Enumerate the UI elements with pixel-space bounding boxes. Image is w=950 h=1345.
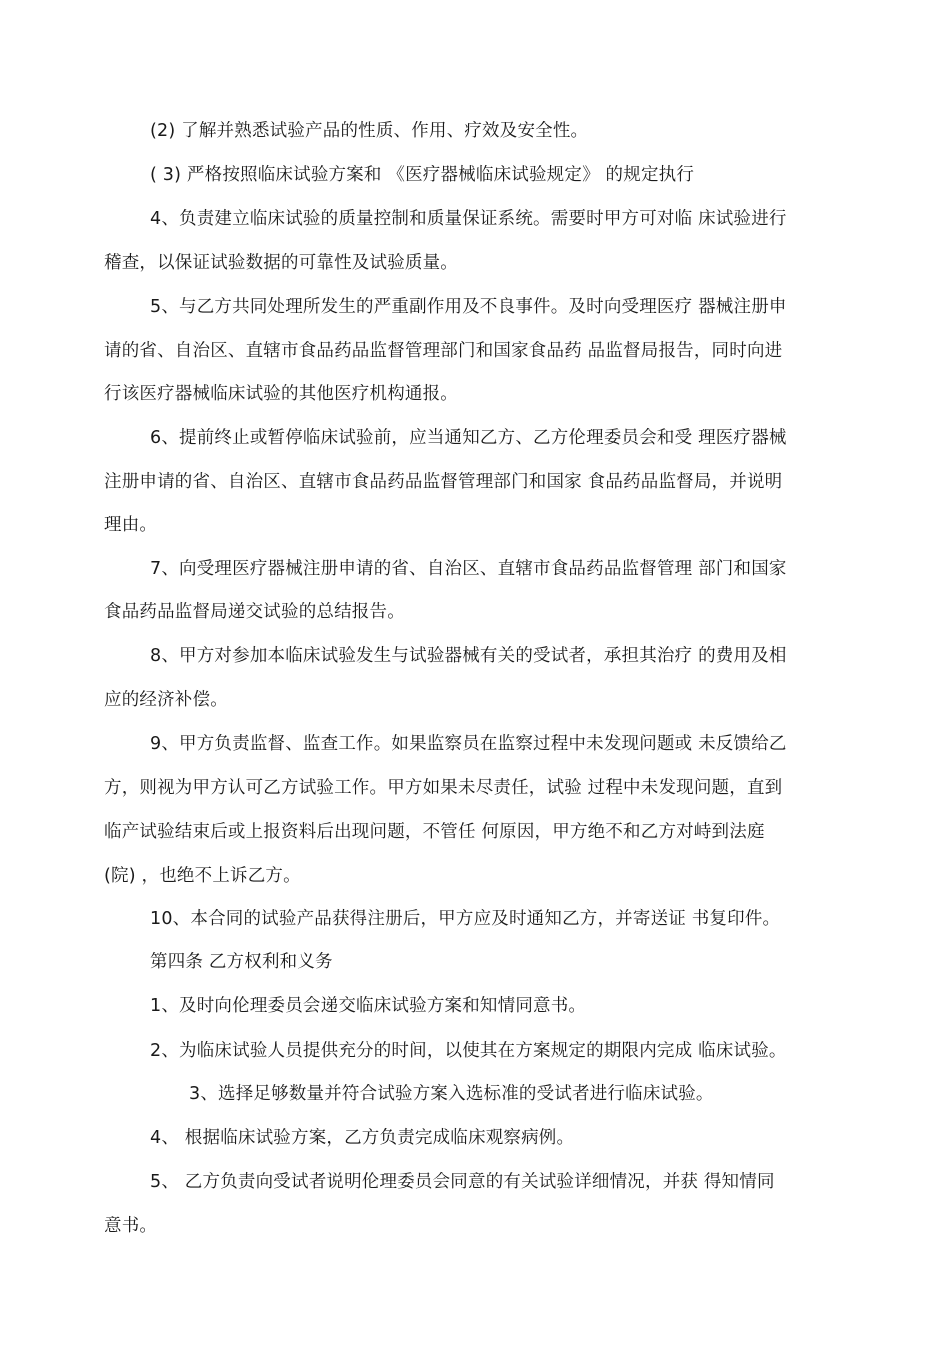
party-b-item-3: 3、选择足够数量并符合试验方案入选标准的受试者进行临床试验。	[189, 1084, 714, 1104]
party-b-item-5-line-1: 5、 乙方负责向受试者说明伦理委员会同意的有关试验详细情况，并获 得知情同	[150, 1172, 775, 1192]
item-9-line-2: 方，则视为甲方认可乙方试验工作。甲方如果未尽责任，试验 过程中未发现问题，直到	[104, 778, 783, 798]
item-10: 10、本合同的试验产品获得注册后，甲方应及时通知乙方，并寄送证 书复印件。	[150, 909, 781, 929]
item-4-line-1: 4、负责建立临床试验的质量控制和质量保证系统。需要时甲方可对临 床试验进行	[150, 209, 787, 229]
item-9-line-1: 9、甲方负责监督、监查工作。如果监察员在监察过程中未发现问题或 未反馈给乙	[150, 734, 787, 754]
item-8-line-1: 8、甲方对参加本临床试验发生与试验器械有关的受试者，承担其治疗 的费用及相	[150, 646, 787, 666]
party-b-item-1: 1、及时向伦理委员会递交临床试验方案和知情同意书。	[150, 996, 587, 1016]
party-b-item-5-line-2: 意书。	[104, 1216, 158, 1236]
item-7-line-1: 7、向受理医疗器械注册申请的省、自治区、直辖市食品药品监督管理 部门和国家	[150, 559, 787, 579]
clause-3-3: ( 3) 严格按照临床试验方案和 《医疗器械临床试验规定》 的规定执行	[150, 165, 695, 185]
article-4-heading: 第四条 乙方权利和义务	[150, 952, 333, 972]
item-8-line-2: 应的经济补偿。	[104, 690, 228, 710]
item-6-line-3: 理由。	[104, 515, 158, 535]
item-9-line-3: 临产试验结束后或上报资料后出现问题，不管任 何原因，甲方绝不和乙方对峙到法庭	[104, 822, 765, 842]
item-5-line-3: 行该医疗器械临床试验的其他医疗机构通报。	[104, 384, 458, 404]
clause-3-2: (2) 了解并熟悉试验产品的性质、作用、疗效及安全性。	[150, 121, 589, 141]
item-6-line-1: 6、提前终止或暂停临床试验前，应当通知乙方、乙方伦理委员会和受 理医疗器械	[150, 428, 787, 448]
party-b-item-2: 2、为临床试验人员提供充分的时间，以使其在方案规定的期限内完成 临床试验。	[150, 1041, 787, 1061]
item-5-line-1: 5、与乙方共同处理所发生的严重副作用及不良事件。及时向受理医疗 器械注册申	[150, 297, 787, 317]
item-7-line-2: 食品药品监督局递交试验的总结报告。	[104, 602, 405, 622]
item-9-line-4: (院) ，也绝不上诉乙方。	[104, 866, 301, 886]
item-6-line-2: 注册申请的省、自治区、直辖市食品药品监督管理部门和国家 食品药品监督局，并说明	[104, 472, 783, 492]
party-b-item-4: 4、 根据临床试验方案，乙方负责完成临床观察病例。	[150, 1128, 575, 1148]
item-5-line-2: 请的省、自治区、直辖市食品药品监督管理部门和国家食品药 品监督局报告，同时向进	[104, 341, 783, 361]
item-4-line-2: 稽查，以保证试验数据的可靠性及试验质量。	[104, 253, 458, 273]
